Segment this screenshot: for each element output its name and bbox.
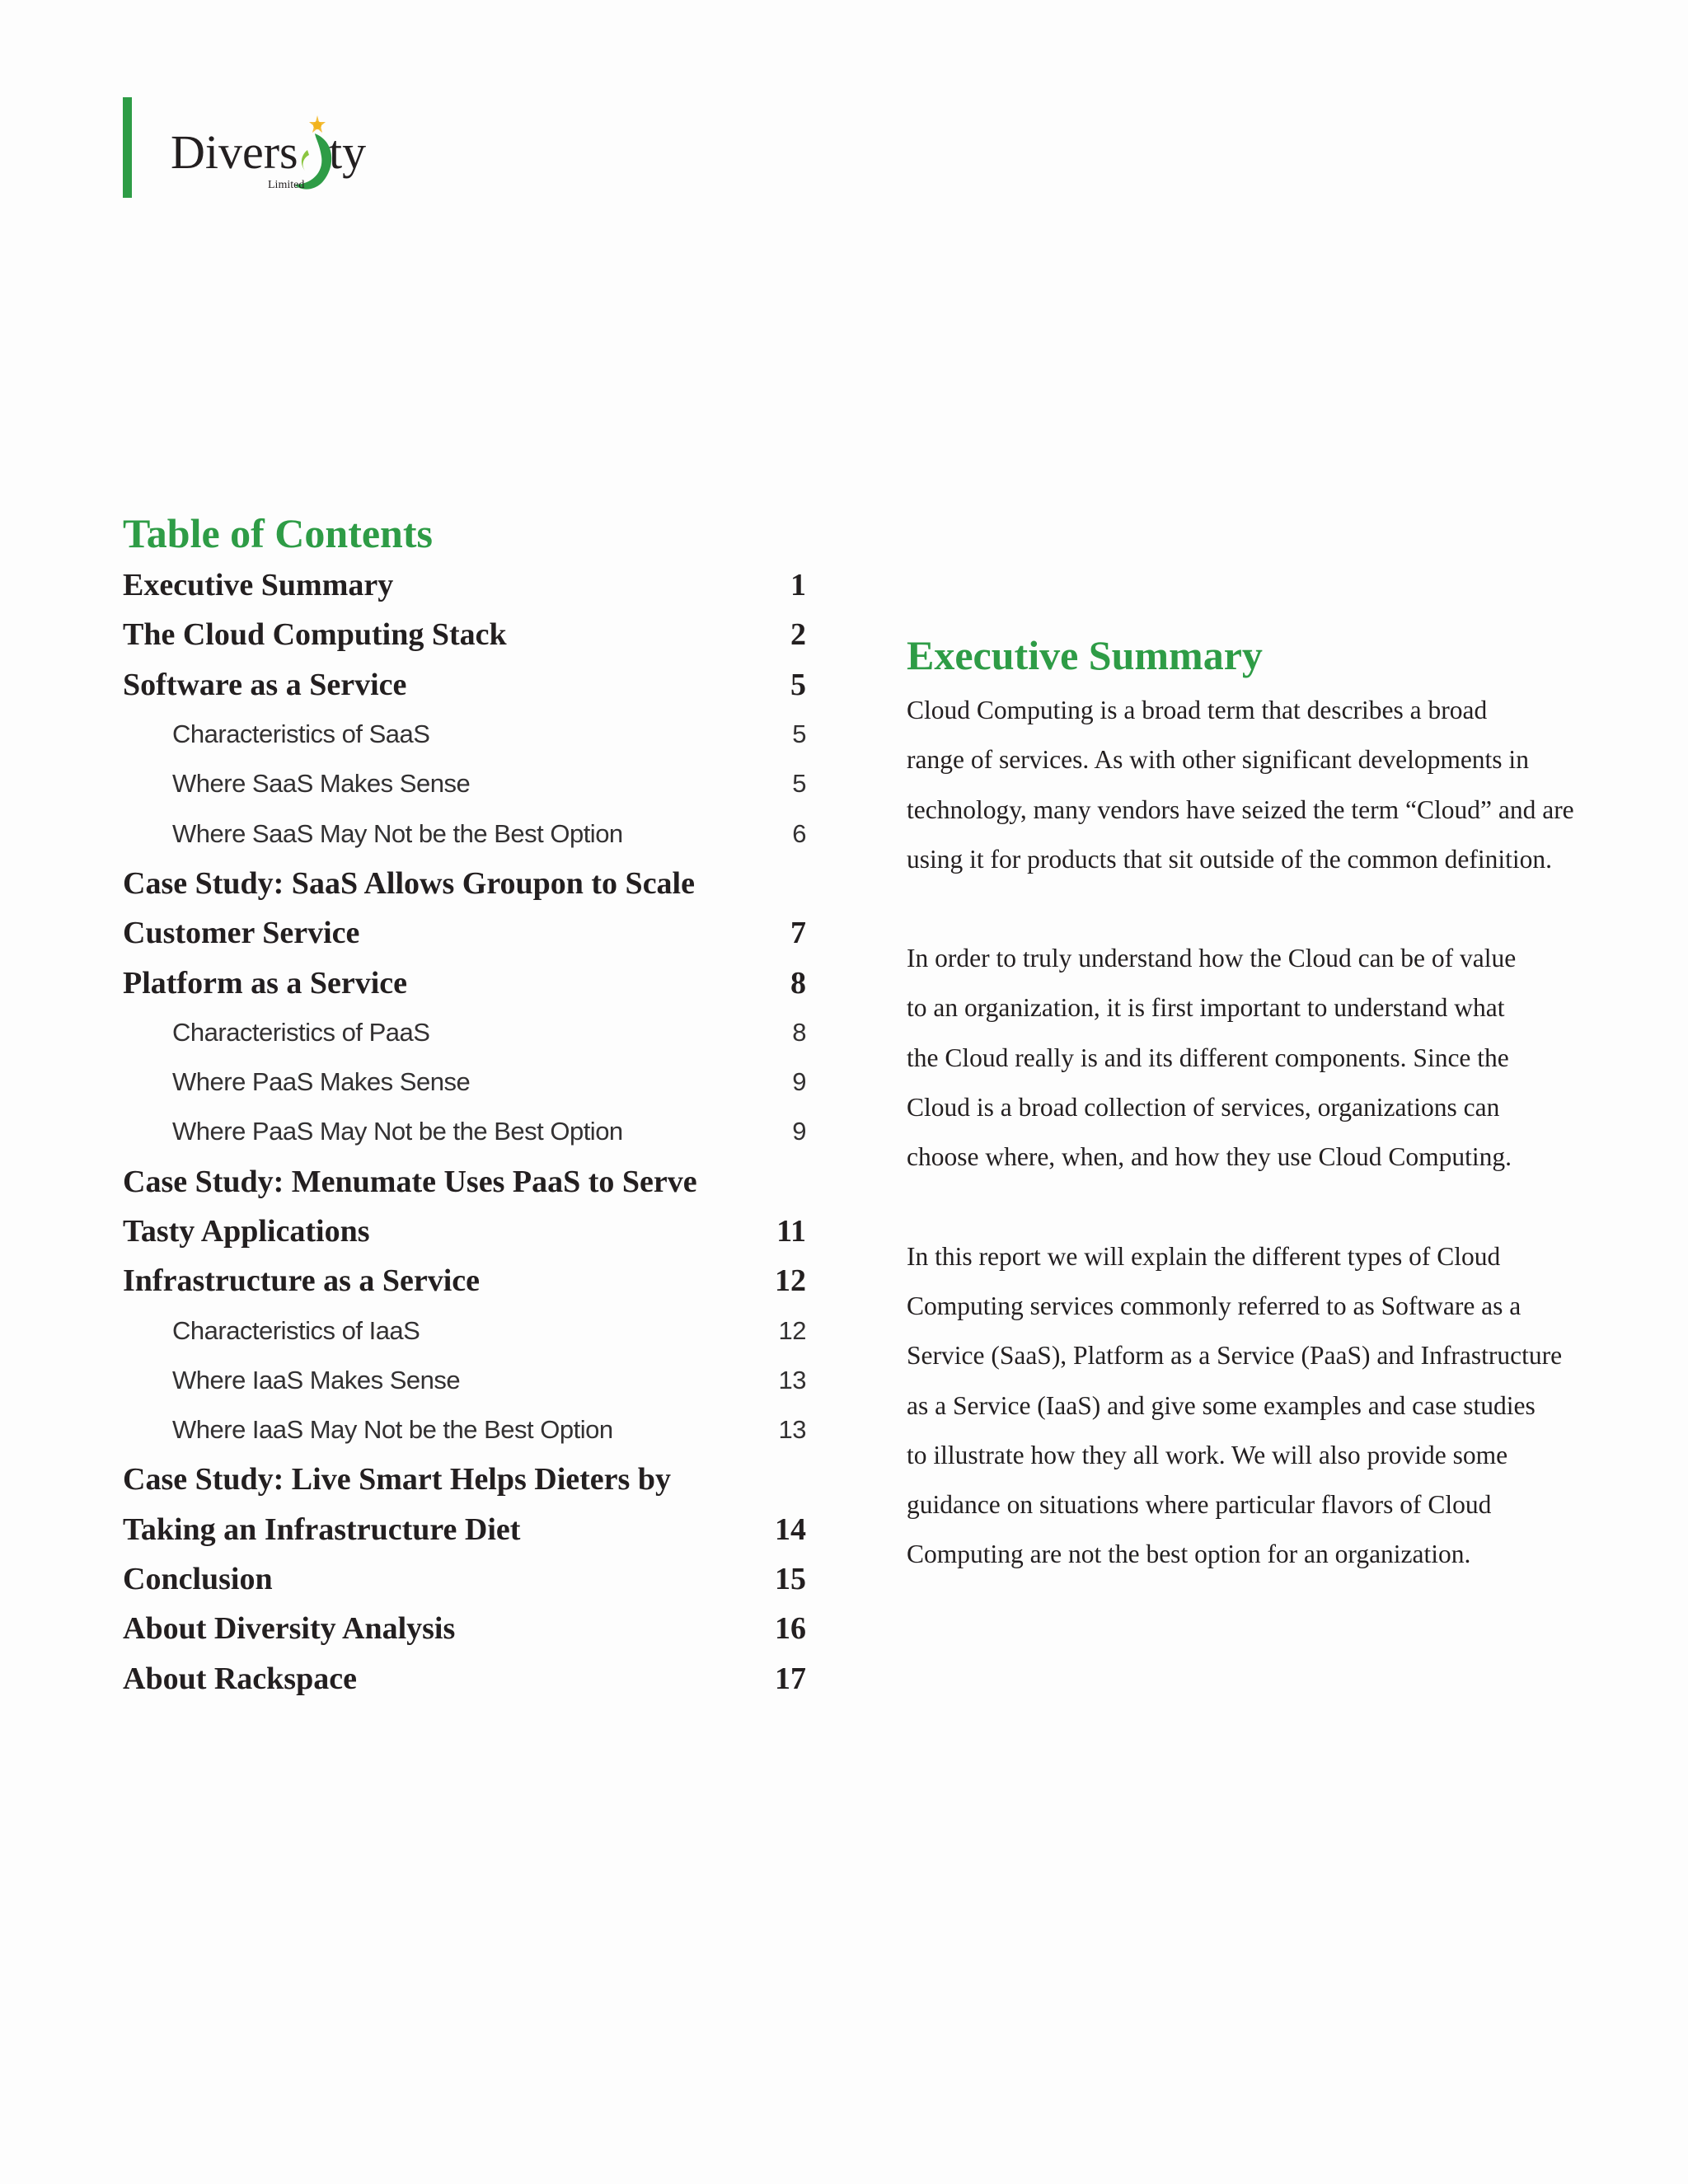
diversity-logo-mark bbox=[171, 109, 401, 199]
toc-entry[interactable] bbox=[123, 1604, 806, 1653]
toc-entry-page-number: 15 bbox=[775, 1562, 806, 1597]
paragraph-line: as a Service (IaaS) and give some examples and case studies bbox=[907, 1390, 1536, 1420]
toc-subentry[interactable] bbox=[123, 1356, 806, 1405]
toc-entry-label: Executive Summary bbox=[123, 568, 394, 603]
toc-entry-label: Where SaaS Makes Sense bbox=[172, 769, 471, 799]
toc-entry[interactable] bbox=[123, 859, 806, 908]
toc-entry-label: Taking an Infrastructure Diet bbox=[123, 1511, 521, 1547]
toc-entry[interactable] bbox=[123, 1505, 806, 1554]
toc-entry-page-number: 12 bbox=[778, 1315, 806, 1345]
toc-entry-page-number: 13 bbox=[778, 1365, 806, 1394]
paragraph-line: using it for products that sit outside of the common definition. bbox=[907, 844, 1553, 874]
paragraph-line: Computing services commonly referred to as Software as a bbox=[907, 1291, 1522, 1320]
toc-entry-page-number: 17 bbox=[775, 1661, 806, 1696]
toc-entry-page-number: 8 bbox=[792, 1017, 806, 1047]
toc-entry-label: Tasty Applications bbox=[123, 1214, 370, 1249]
toc-subentry[interactable] bbox=[123, 1107, 806, 1156]
paragraph-line: to illustrate how they all work. We will also provide some bbox=[907, 1440, 1508, 1469]
paragraph-line: the Cloud really is and its different components. Since the bbox=[907, 1043, 1509, 1072]
executive-summary-title: Executive Summary bbox=[907, 632, 1263, 678]
toc-entry-label: Platform as a Service bbox=[123, 965, 408, 1001]
toc-entry-label: Where PaaS Makes Sense bbox=[172, 1067, 471, 1097]
logo-subtext: Limited bbox=[268, 179, 305, 191]
toc-entry[interactable] bbox=[123, 958, 806, 1007]
toc-entry-label: About Rackspace bbox=[123, 1661, 357, 1696]
toc-subentry[interactable] bbox=[123, 710, 806, 759]
toc-entry-page-number: 6 bbox=[792, 818, 806, 848]
toc-entry-label: Case Study: SaaS Allows Groupon to Scale bbox=[123, 865, 695, 901]
toc-entry[interactable] bbox=[123, 610, 806, 659]
paragraph-line: guidance on situations where particular flavors of Cloud bbox=[907, 1490, 1492, 1520]
toc-entry-page-number: 5 bbox=[792, 719, 806, 749]
toc-entry-page-number: 9 bbox=[792, 1117, 806, 1146]
toc-entry-label: Characteristics of PaaS bbox=[172, 1017, 430, 1047]
toc-entry-page-number: 14 bbox=[775, 1511, 806, 1547]
toc-entry-label: Infrastructure as a Service bbox=[123, 1263, 481, 1299]
toc-subentry[interactable] bbox=[123, 1008, 806, 1057]
toc-entry-label: About Diversity Analysis bbox=[123, 1611, 456, 1647]
toc-entry[interactable] bbox=[123, 1654, 806, 1704]
toc-entry-page-number: 5 bbox=[790, 667, 806, 702]
executive-summary-paragraph bbox=[907, 934, 1607, 1182]
toc-entry[interactable] bbox=[123, 1157, 806, 1207]
toc-entry[interactable] bbox=[123, 1256, 806, 1305]
toc-subentry[interactable] bbox=[123, 1057, 806, 1107]
toc-entry-page-number: 2 bbox=[790, 617, 806, 653]
toc-entry-label: Case Study: Live Smart Helps Dieters by bbox=[123, 1462, 671, 1497]
toc-entry-label: Where PaaS May Not be the Best Option bbox=[172, 1117, 623, 1146]
toc-entry[interactable] bbox=[123, 1207, 806, 1256]
paragraph-line: to an organization, it is first important to understand what bbox=[907, 993, 1505, 1023]
toc-entry-page-number: 7 bbox=[790, 916, 806, 951]
toc-subentry[interactable] bbox=[123, 1405, 806, 1455]
toc-entry-label: The Cloud Computing Stack bbox=[123, 617, 507, 653]
company-logo bbox=[123, 97, 403, 199]
paragraph-line: technology, many vendors have seized the term “Cloud” and are bbox=[907, 794, 1574, 824]
toc-entry[interactable] bbox=[123, 908, 806, 958]
executive-summary-paragraph bbox=[907, 686, 1607, 884]
toc-entry-label: Characteristics of IaaS bbox=[172, 1315, 420, 1345]
paragraph-line: In this report we will explain the different types of Cloud bbox=[907, 1241, 1501, 1271]
toc-entry-page-number: 8 bbox=[790, 965, 806, 1001]
toc-entry-label: Where SaaS May Not be the Best Option bbox=[172, 818, 623, 848]
toc-entry-label: Conclusion bbox=[123, 1562, 273, 1597]
toc-subentry[interactable] bbox=[123, 808, 806, 858]
toc-entry-label: Case Study: Menumate Uses PaaS to Serve bbox=[123, 1164, 697, 1199]
logo-text-left: Divers bbox=[171, 125, 298, 179]
logo-accent-bar bbox=[123, 97, 132, 198]
toc-entry-label: Where IaaS Makes Sense bbox=[172, 1365, 461, 1394]
toc-entry-page-number: 5 bbox=[792, 769, 806, 799]
toc-entry-label: Customer Service bbox=[123, 916, 360, 951]
toc-entry-label: Software as a Service bbox=[123, 667, 407, 702]
paragraph-line: Cloud is a broad collection of services, organizations can bbox=[907, 1093, 1500, 1122]
paragraph-line: In order to truly understand how the Cloud can be of value bbox=[907, 944, 1517, 973]
paragraph-line: Service (SaaS), Platform as a Service (PaaS) and Infrastructure bbox=[907, 1341, 1563, 1371]
paragraph-line: Computing are not the best option for an organization. bbox=[907, 1540, 1471, 1569]
toc-entry-page-number: 9 bbox=[792, 1067, 806, 1097]
logo-text-right: ty bbox=[329, 125, 367, 179]
toc-list bbox=[123, 560, 806, 1704]
paragraph-line: choose where, when, and how they use Cloud Computing. bbox=[907, 1142, 1512, 1172]
toc-entry-page-number: 16 bbox=[775, 1611, 806, 1647]
toc-entry-label: Characteristics of SaaS bbox=[172, 719, 430, 749]
toc-entry[interactable] bbox=[123, 1455, 806, 1504]
executive-summary-paragraph bbox=[907, 1232, 1607, 1580]
toc-subentry[interactable] bbox=[123, 1305, 806, 1355]
toc-entry[interactable] bbox=[123, 660, 806, 710]
toc-entry-page-number: 12 bbox=[775, 1263, 806, 1299]
toc-entry[interactable] bbox=[123, 560, 806, 610]
paragraph-line: range of services. As with other significant developments in bbox=[907, 745, 1529, 775]
toc-entry-page-number: 11 bbox=[776, 1214, 806, 1249]
executive-summary-body bbox=[907, 686, 1607, 1629]
toc-entry-label: Where IaaS May Not be the Best Option bbox=[172, 1415, 613, 1445]
toc-entry-page-number: 1 bbox=[790, 568, 806, 603]
toc-subentry[interactable] bbox=[123, 759, 806, 808]
toc-title: Table of Contents bbox=[123, 510, 433, 556]
toc-entry[interactable] bbox=[123, 1554, 806, 1604]
paragraph-line: Cloud Computing is a broad term that describes a broad bbox=[907, 696, 1488, 724]
toc-entry-page-number: 13 bbox=[778, 1415, 806, 1445]
